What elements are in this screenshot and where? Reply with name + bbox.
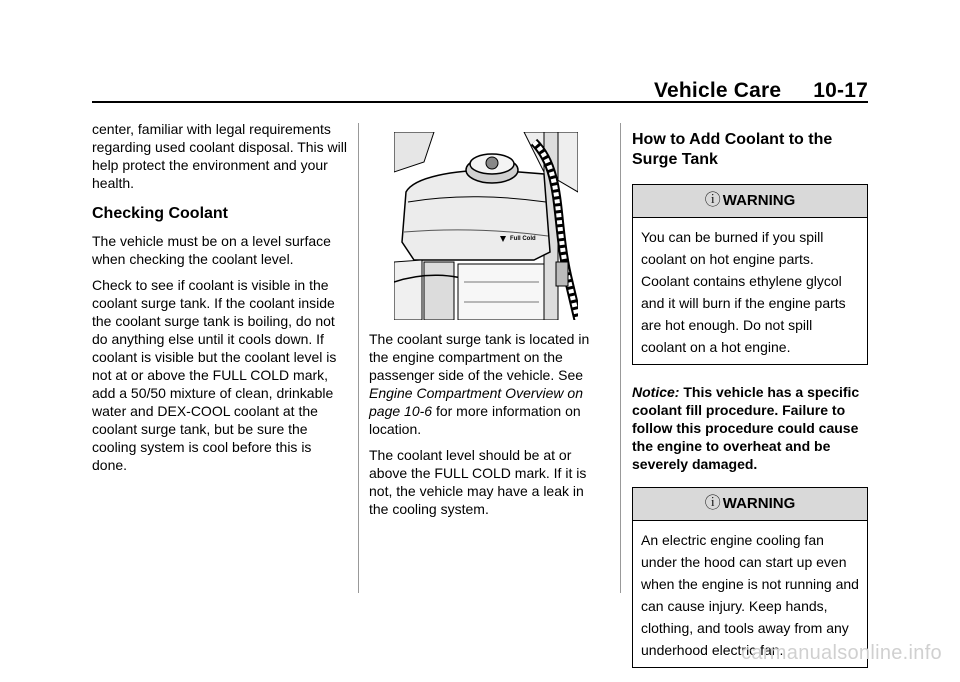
checking-coolant-heading: Checking Coolant bbox=[92, 205, 229, 222]
column-divider bbox=[620, 123, 621, 593]
warning-box bbox=[632, 487, 868, 668]
section-title: Vehicle Care bbox=[653, 79, 782, 102]
notice-paragraph bbox=[632, 383, 868, 473]
surge-tank-location-paragraph: The coolant surge tank is located in the engine compartment on the passenger side of the vehicle. See Engine Compartment Overview on page 10-6 for more information on location. bbox=[369, 331, 590, 437]
intro-paragraph: center, familiar with legal requirements regarding used coolant disposal. This will help protect the environment and your health. bbox=[92, 121, 347, 191]
warning-text: An electric engine cooling fan under the hood can start up even when the engine is not running and can cause injury. Keep hands, clothing, and tools away from any underhood electric fan. bbox=[641, 532, 859, 658]
column-middle bbox=[369, 120, 605, 526]
full-cold-mark-label: Full Cold bbox=[510, 236, 536, 242]
column-divider bbox=[358, 123, 359, 593]
page-header bbox=[654, 79, 868, 103]
warning-title: WARNING bbox=[722, 192, 796, 209]
warning-icon: ⓘ bbox=[704, 495, 721, 512]
warning-header bbox=[633, 488, 867, 521]
add-coolant-heading: How to Add Coolant to the Surge Tank bbox=[632, 131, 833, 168]
warning-text: You can be burned if you spill coolant on hot engine parts. Coolant contains ethylene glycol and it will burn if the engine parts are hot enough. Do not spill coolant on a hot engine. bbox=[641, 229, 846, 355]
warning-title: WARNING bbox=[722, 495, 796, 512]
page-number: 10-17 bbox=[813, 79, 868, 102]
warning-box bbox=[632, 184, 868, 365]
warning-icon: ⓘ bbox=[704, 192, 721, 209]
paragraph: The vehicle must be on a level surface when checking the coolant level. bbox=[92, 233, 331, 267]
paragraph: Check to see if coolant is visible in the coolant surge tank. If the coolant inside the coolant surge tank is boiling, do not do anything else until it cools down. If coolant is visible but the coolant level is not at or above the FULL COLD mark, add a 50/50 mixture of clean, drinkable water and DEX-COOL coolant at the coolant surge tank, but be sure the cooling system is cool before this is done. bbox=[92, 277, 337, 473]
watermark: carmanualsonline.info bbox=[741, 642, 942, 664]
header-rule bbox=[92, 101, 868, 103]
notice-text: This vehicle has a specific coolant fill procedure. Failure to follow this procedure could cause the engine to overheat and be severely damaged. bbox=[632, 384, 860, 472]
warning-header bbox=[633, 185, 867, 218]
column-right bbox=[632, 122, 868, 682]
cross-reference-link[interactable]: Engine Compartment Overview on page 10-6 bbox=[369, 385, 583, 419]
paragraph: The coolant level should be at or above the FULL COLD mark. If it is not, the vehicle may have a leak in the cooling system. bbox=[369, 447, 587, 517]
coolant-surge-tank-illustration bbox=[394, 132, 578, 320]
notice-label: Notice: bbox=[632, 384, 680, 400]
column-left bbox=[92, 120, 348, 482]
